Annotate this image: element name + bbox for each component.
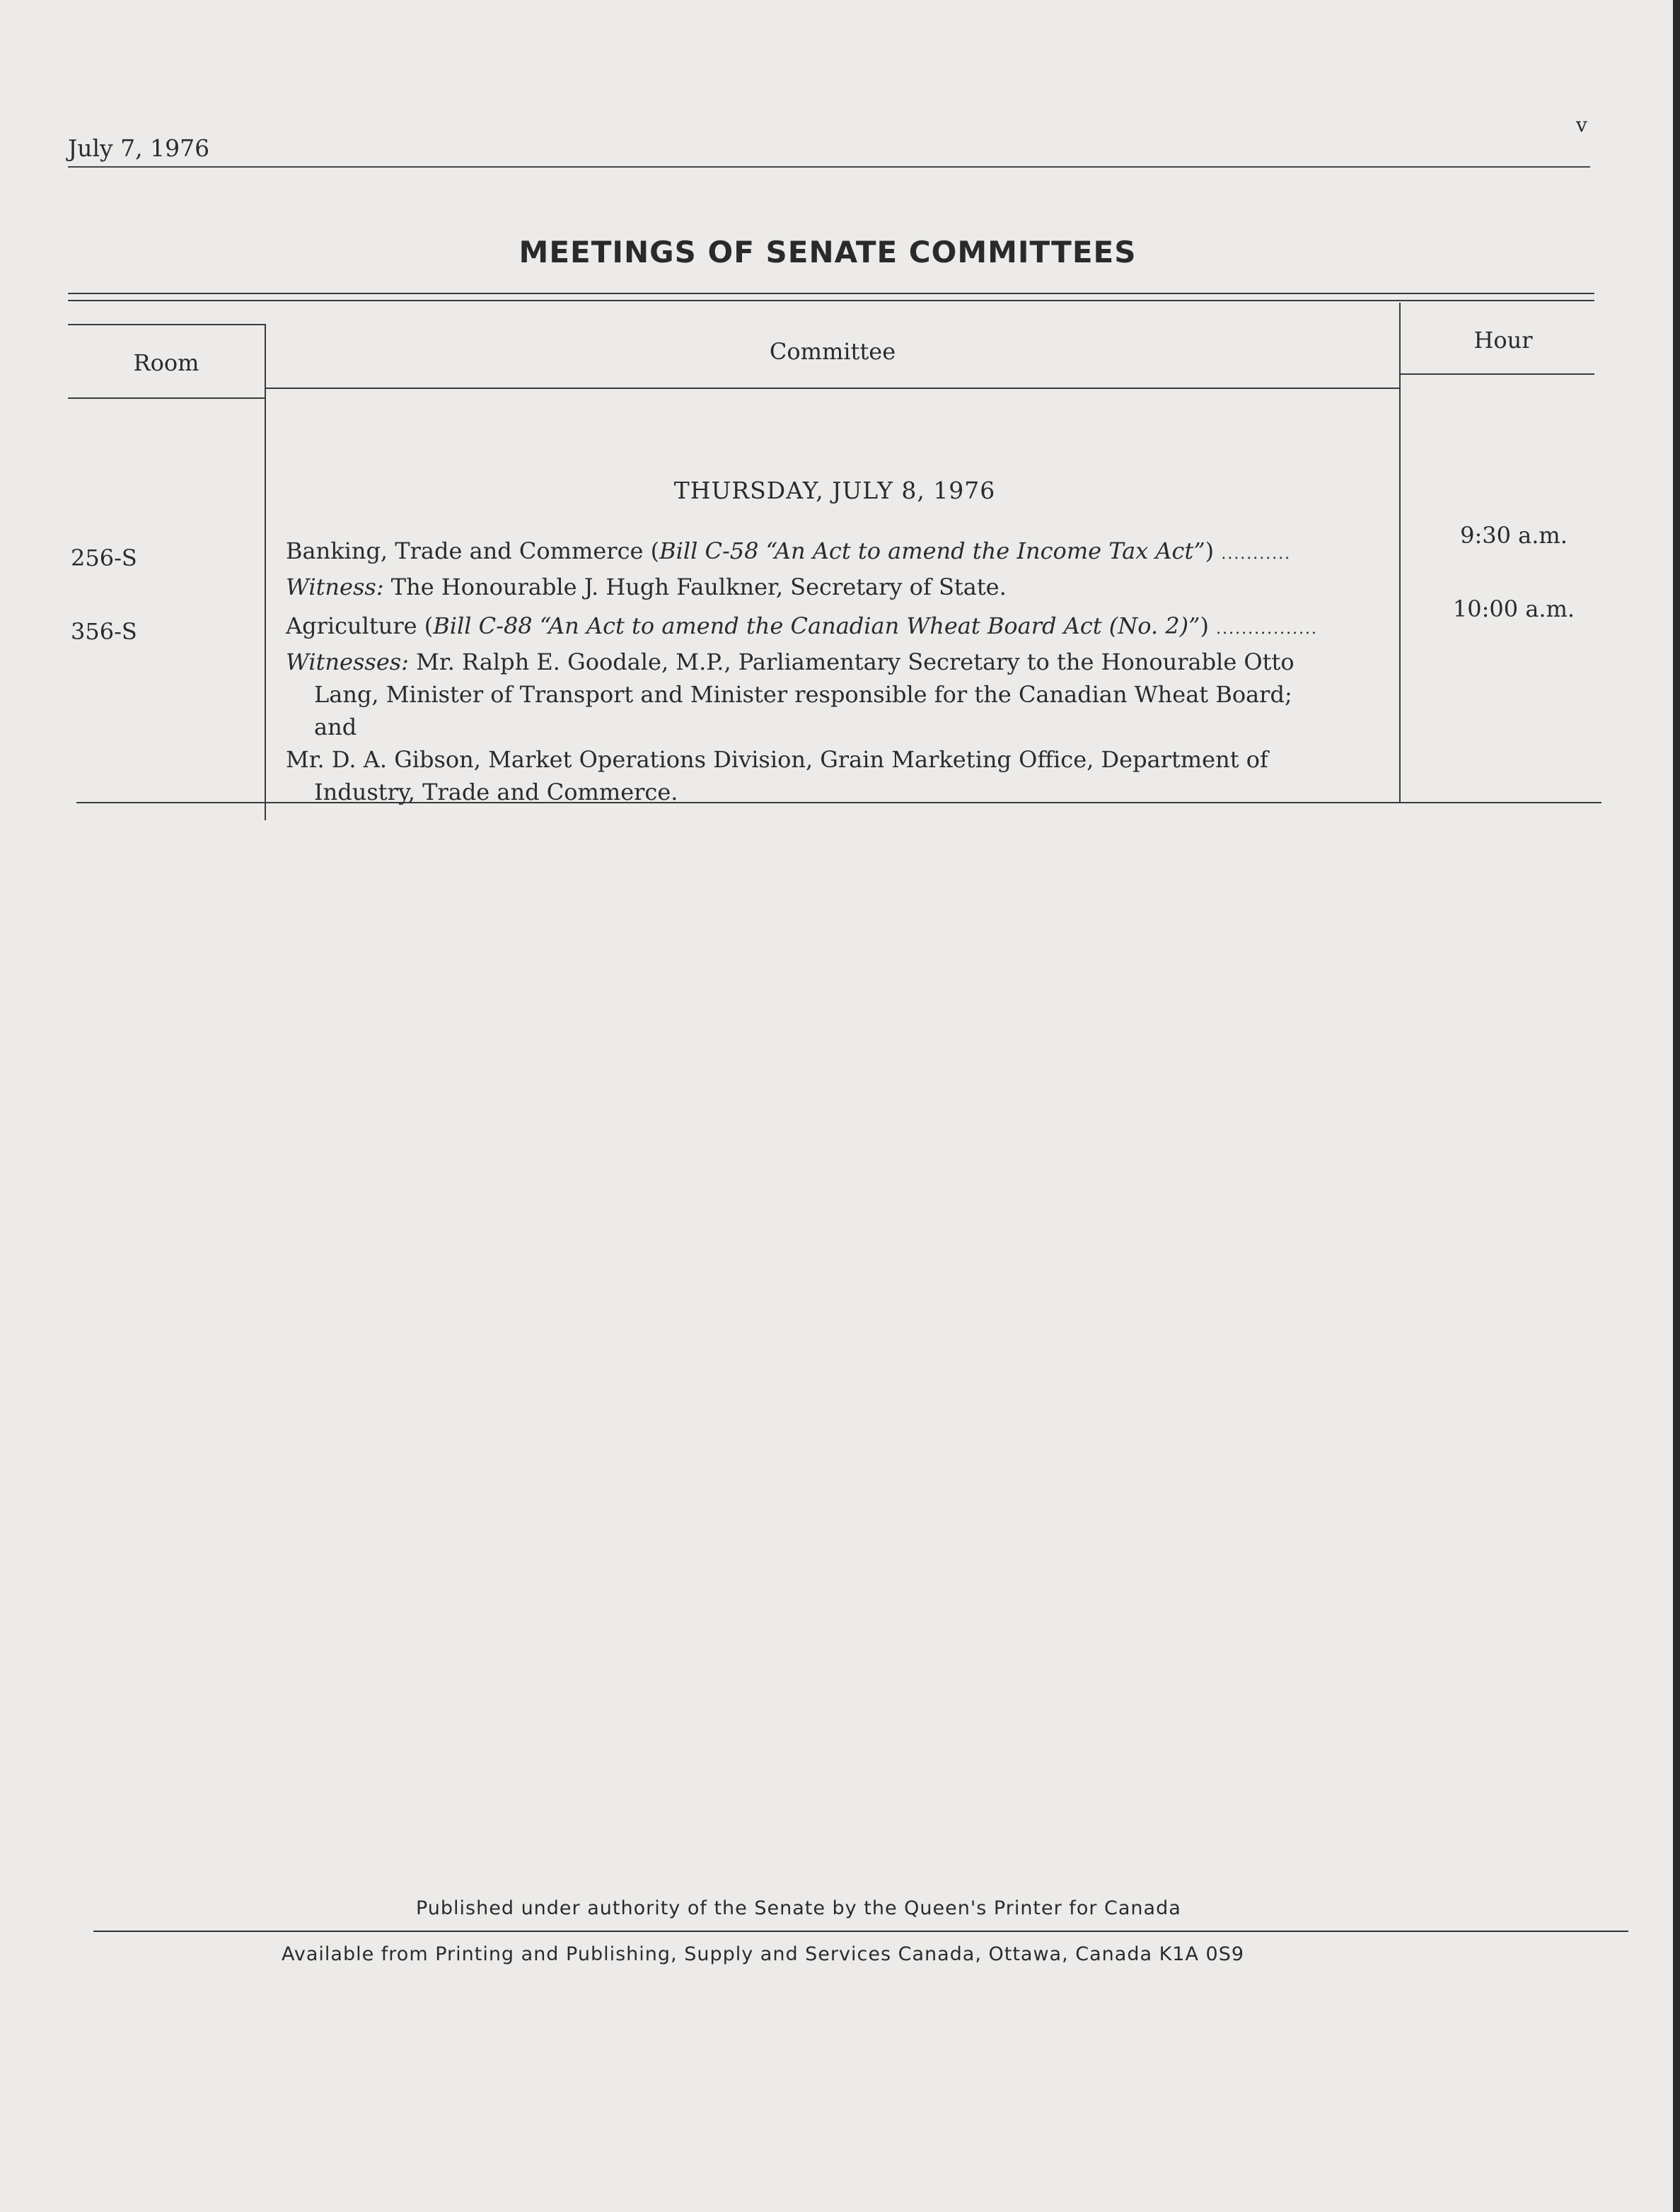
page-title: MEETINGS OF SENATE COMMITTEES xyxy=(519,235,1137,269)
hour-column-divider xyxy=(1399,303,1401,803)
committee-name: Banking, Trade and Commerce xyxy=(286,537,644,564)
meeting-hour: 9:30 a.m. xyxy=(1460,522,1568,549)
committee-line: Agriculture (Bill C-88 “An Act to amend the Canadian Wheat Board Act (No. 2)”) ................ xyxy=(286,612,1319,639)
witness-line xyxy=(286,646,1386,678)
bill-number: Bill C-58 xyxy=(659,537,759,564)
dot-leader: ........... xyxy=(1221,545,1292,563)
page-number: v xyxy=(1576,113,1587,136)
witness-text: The Honourable J. Hugh Faulkner, Secretary of State. xyxy=(390,574,1007,600)
act-title: “An Act to amend the Canadian Wheat Board Act (No. 2)” xyxy=(539,612,1200,639)
header-date: July 7, 1976 xyxy=(68,134,210,162)
meeting-room: 256-S xyxy=(71,545,137,571)
meeting-entry xyxy=(286,610,1386,808)
footer-publisher: Published under authority of the Senate by the Queen's Printer for Canada xyxy=(416,1897,1181,1919)
column-header-committee: Committee xyxy=(769,338,896,365)
witness-text: Mr. Ralph E. Goodale, M.P., Parliamentary Secretary to the Honourable Otto xyxy=(416,648,1294,675)
footer-rule xyxy=(93,1931,1628,1932)
table-top-rule xyxy=(68,293,1594,294)
day-heading: THURSDAY, JULY 8, 1976 xyxy=(673,477,996,504)
witness-line: Lang, Minister of Transport and Minister responsible for the Canadian Wheat Board; xyxy=(314,681,1292,708)
witness-line: and xyxy=(314,714,357,740)
meeting-hour: 10:00 a.m. xyxy=(1452,595,1575,622)
witness-label: Witness: xyxy=(286,574,384,600)
meeting-entry xyxy=(286,535,1386,603)
committee-name: Agriculture xyxy=(286,612,417,639)
room-column-divider xyxy=(265,324,266,820)
dot-leader: ................ xyxy=(1216,620,1319,638)
act-title: “An Act to amend the Income Tax Act” xyxy=(765,537,1205,564)
header-rule xyxy=(68,166,1590,168)
committee-header-bottom-rule xyxy=(266,388,1399,389)
room-header-bottom-rule xyxy=(68,397,266,399)
bill-number: Bill C-88 xyxy=(433,612,533,639)
hour-header-bottom-rule xyxy=(1399,373,1594,375)
meeting-room: 356-S xyxy=(71,618,137,645)
room-header-top-rule xyxy=(68,324,265,325)
committee-line: Banking, Trade and Commerce (Bill C-58 “An Act to amend the Income Tax Act”) ........... xyxy=(286,537,1292,564)
witness-label: Witnesses: xyxy=(286,648,409,675)
witness-line xyxy=(286,571,1386,603)
column-header-hour: Hour xyxy=(1473,327,1533,354)
column-header-room: Room xyxy=(133,349,199,376)
footer-availability: Available from Printing and Publishing, Supply and Services Canada, Ottawa, Canada K1A 0S9 xyxy=(282,1943,1245,1965)
page-edge xyxy=(1673,0,1680,2212)
witness-line: Mr. D. A. Gibson, Market Operations Division, Grain Marketing Office, Department of xyxy=(286,746,1268,773)
witness-line: Industry, Trade and Commerce. xyxy=(314,779,678,805)
table-top-rule-2 xyxy=(68,300,1594,301)
